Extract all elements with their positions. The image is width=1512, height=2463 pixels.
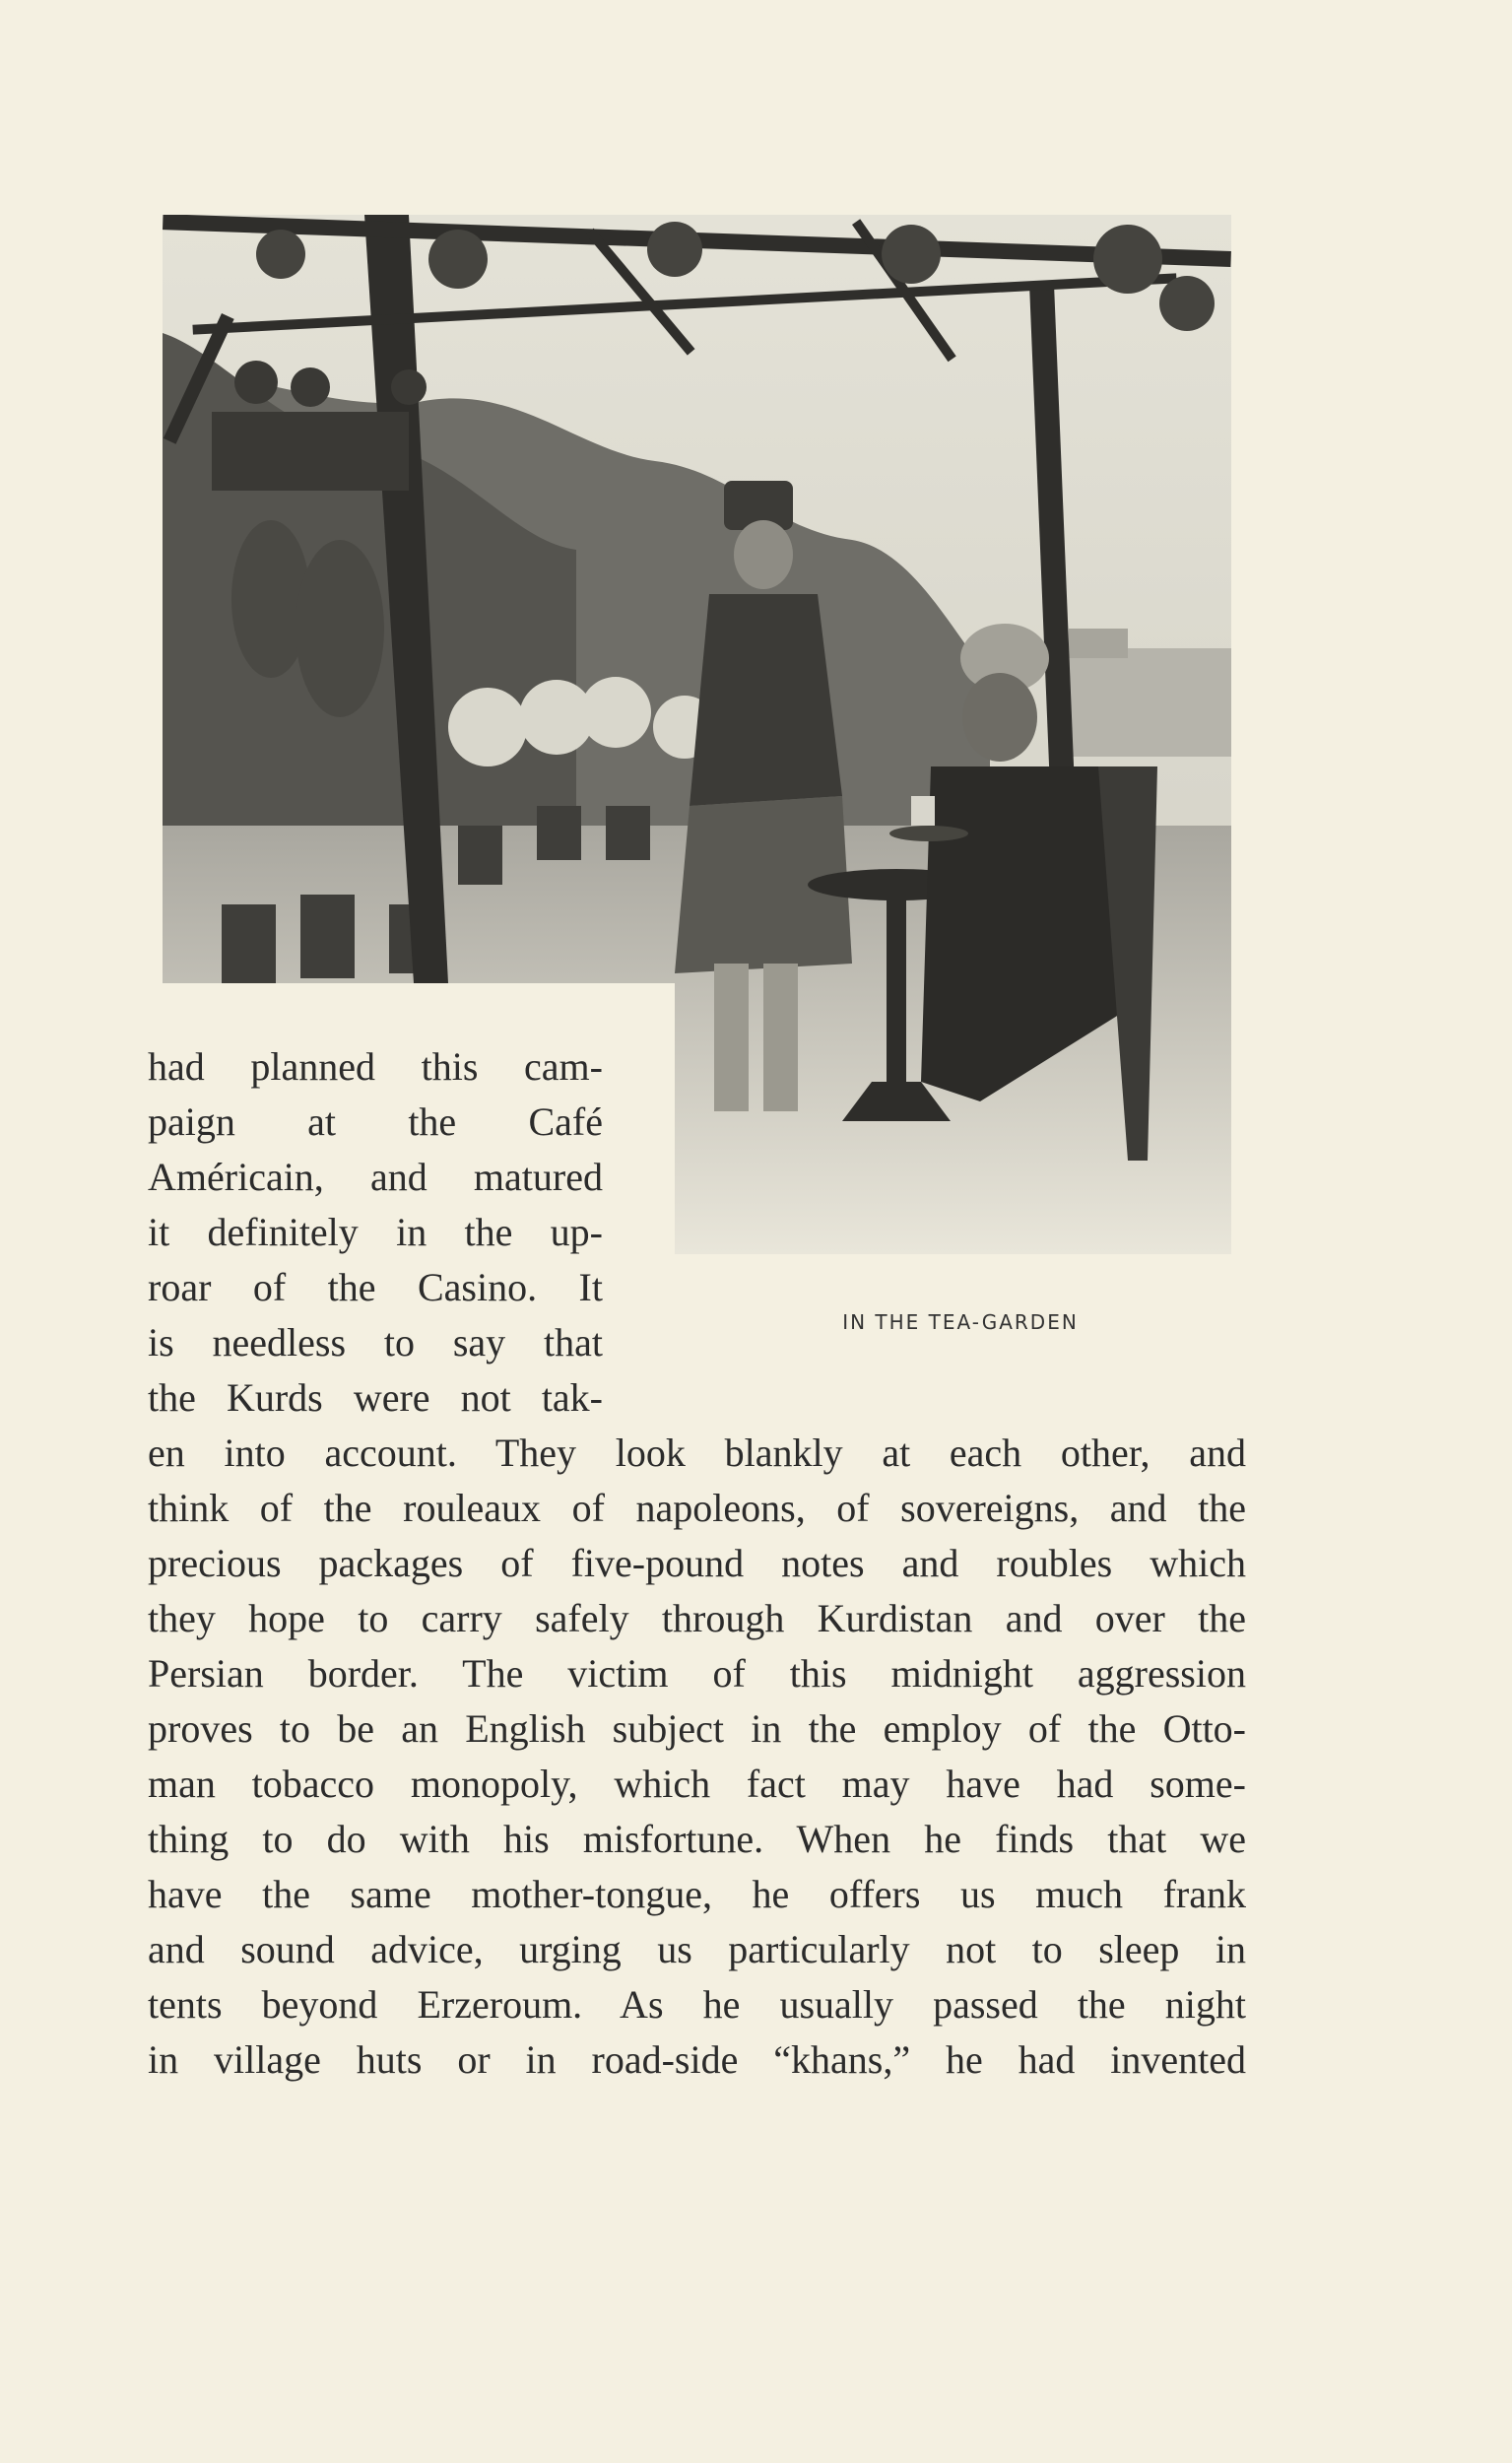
text-line: paign at the Café xyxy=(148,1099,603,1144)
text-line: roar of the Casino. It xyxy=(148,1265,603,1309)
text-line: en into account. They look blankly at each other, and xyxy=(148,1431,1246,1475)
text-line: had planned this cam- xyxy=(148,1044,603,1089)
figure-caption: IN THE TEA-GARDEN xyxy=(842,1310,1079,1334)
text-line: man tobacco monopoly, which fact may have had some- xyxy=(148,1762,1246,1806)
text-line: they hope to carry safely through Kurdistan and over the xyxy=(148,1596,1246,1640)
text-line: Persian border. The victim of this midnight aggression xyxy=(148,1651,1246,1696)
text-line: is needless to say that xyxy=(148,1320,603,1365)
text-line: the Kurds were not tak- xyxy=(148,1375,603,1420)
text-line: it definitely in the up- xyxy=(148,1210,603,1254)
text-line: think of the rouleaux of napoleons, of sovereigns, and the xyxy=(148,1486,1246,1530)
text-line: thing to do with his misfortune. When he finds that we xyxy=(148,1817,1246,1861)
text-line: in village huts or in road-side “khans,” he had invented xyxy=(148,2037,1246,2082)
text-line: proves to be an English subject in the employ of the Otto- xyxy=(148,1706,1246,1751)
text-line: and sound advice, urging us particularly not to sleep in xyxy=(148,1927,1246,1971)
text-line: precious packages of five-pound notes and roubles which xyxy=(148,1541,1246,1585)
text-line: tents beyond Erzeroum. As he usually passed the night xyxy=(148,1982,1246,2027)
text-line: have the same mother-tongue, he offers us much frank xyxy=(148,1872,1246,1916)
text-line: Américain, and matured xyxy=(148,1155,603,1199)
